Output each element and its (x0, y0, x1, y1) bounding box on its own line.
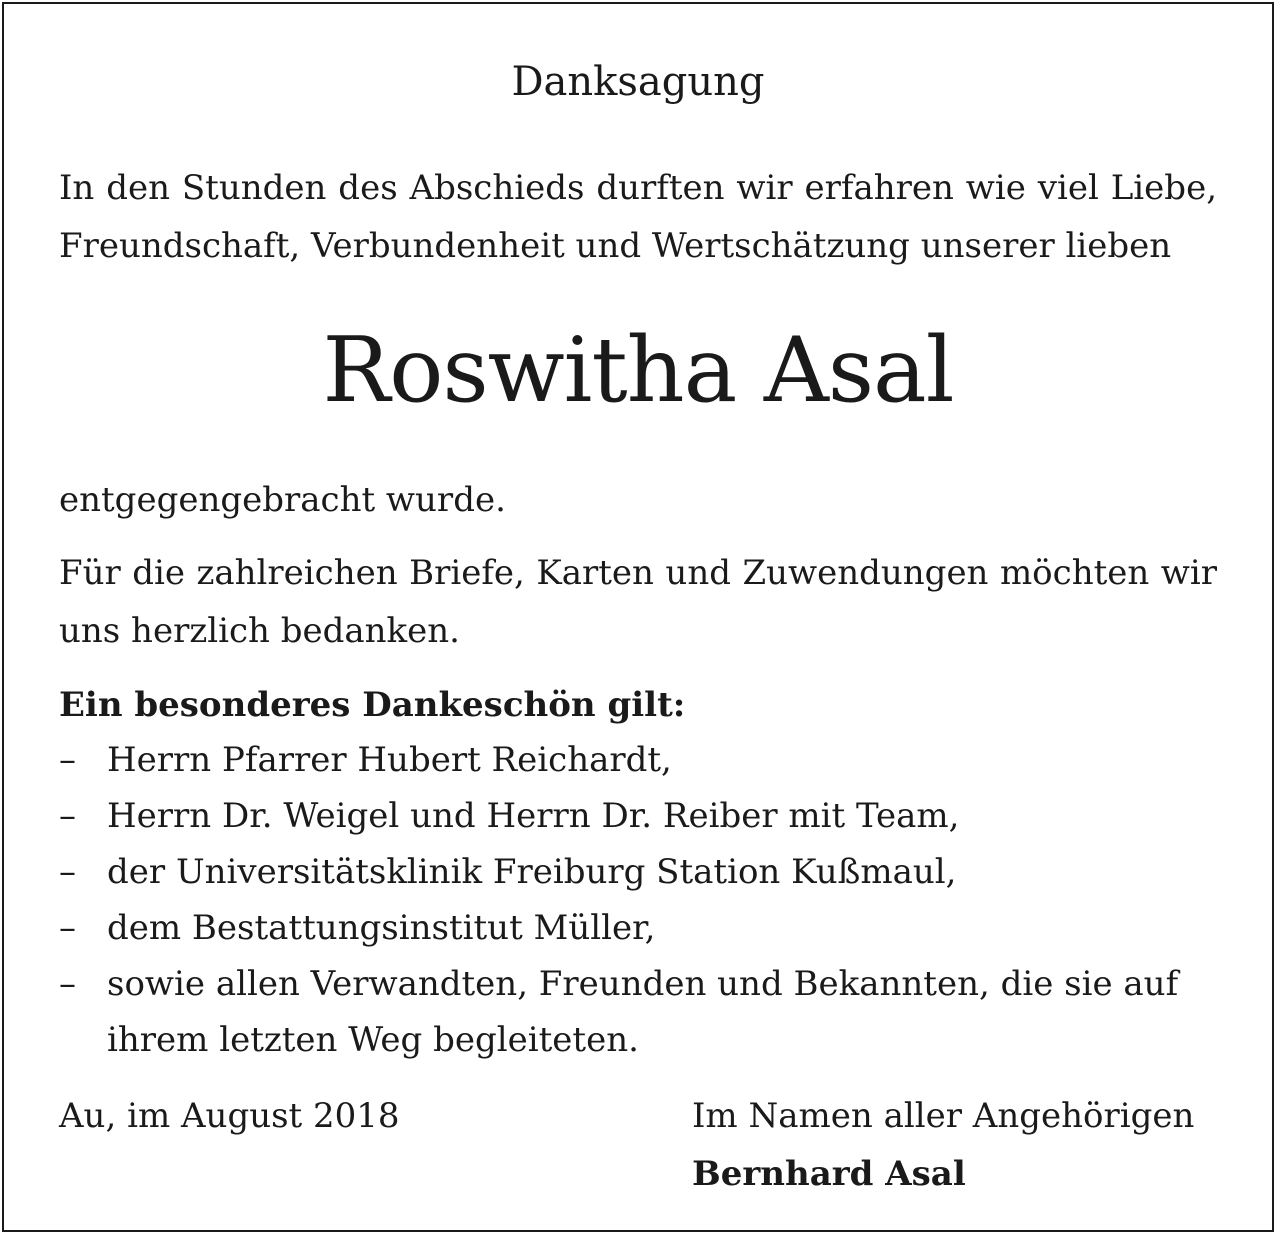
list-item-text: Herrn Dr. Weigel und Herrn Dr. Reiber mit Team, (107, 796, 960, 836)
list-item (59, 900, 1217, 956)
special-thanks-heading: Ein besonderes Dankeschön gilt: (59, 685, 686, 725)
list-item (59, 956, 1217, 1068)
thanks-paragraph: Für die zahlreichen Briefe, Karten und Zuwendungen möchten wir uns herzlich bedanken. (59, 553, 1217, 651)
received-paragraph: entgegengebracht wurde. (59, 480, 506, 520)
dash-bullet: – (59, 796, 76, 836)
list-item (59, 788, 1217, 844)
list-item-text: Herrn Pfarrer Hubert Reichardt, (107, 740, 672, 780)
intro-paragraph: In den Stunden des Abschieds durften wir erfahren wie viel Liebe, Freundschaft, Verbundenheit und Wertschätzung unserer lieben (59, 168, 1217, 266)
announcement-content (59, 4, 1217, 1230)
dash-bullet: – (59, 852, 76, 892)
list-item (59, 732, 1217, 788)
list-item-text: dem Bestattungsinstitut Müller, (107, 908, 656, 948)
list-item-text: der Universitätsklinik Freiburg Station Kußmaul, (107, 852, 957, 892)
announcement-frame (2, 2, 1274, 1232)
thanks-list (59, 732, 1217, 1068)
list-item (59, 844, 1217, 900)
announcement-title: Danksagung (511, 59, 765, 105)
signer-name: Bernhard Asal (692, 1154, 966, 1194)
dash-bullet: – (59, 908, 76, 948)
place-and-date: Au, im August 2018 (59, 1096, 400, 1136)
dash-bullet: – (59, 740, 76, 780)
on-behalf-line: Im Namen aller Angehörigen (692, 1096, 1195, 1136)
dash-bullet: – (59, 964, 76, 1004)
signature-block (692, 1087, 1194, 1203)
deceased-name: Roswitha Asal (322, 318, 954, 423)
list-item-text: sowie allen Verwandten, Freunden und Bekannten, die sie auf ihrem letzten Weg begleiteten. (107, 964, 1179, 1060)
